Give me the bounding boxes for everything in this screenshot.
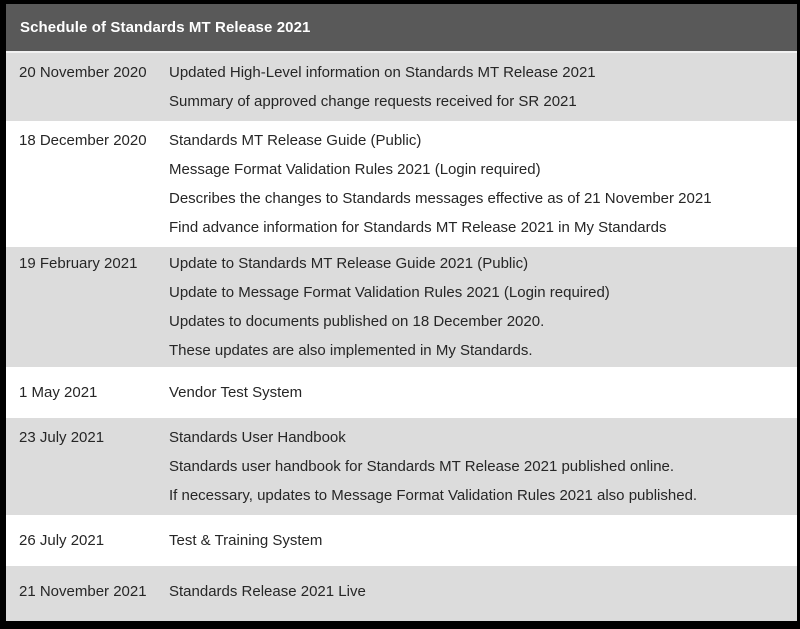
row-description (169, 249, 797, 365)
description-line: Test & Training System (169, 532, 323, 549)
table-row (6, 367, 797, 418)
row-date: 20 November 2020 (19, 64, 147, 81)
description-line: Find advance information for Standards MT Release 2021 in My Standards (169, 219, 667, 236)
description-line: Message Format Validation Rules 2021 (Login required) (169, 161, 541, 178)
description-line: Updated High-Level information on Standards MT Release 2021 (169, 64, 596, 81)
row-date: 26 July 2021 (19, 532, 105, 549)
table-row (6, 53, 797, 121)
row-description (169, 126, 797, 242)
description-line: Summary of approved change requests received for SR 2021 (169, 93, 577, 110)
description-line: Standards user handbook for Standards MT Release 2021 published online. (169, 458, 675, 475)
description-line: Standards MT Release Guide (Public) (169, 132, 422, 149)
row-date: 18 December 2020 (19, 132, 147, 149)
table-row (6, 566, 797, 621)
row-description (169, 58, 797, 116)
table-title: Schedule of Standards MT Release 2021 (20, 19, 311, 36)
row-date: 23 July 2021 (19, 429, 105, 446)
table-row (6, 247, 797, 367)
row-description (169, 526, 797, 555)
description-line: Updates to documents published on 18 December 2020. (169, 313, 545, 330)
description-line: Update to Standards MT Release Guide 2021 (Public) (169, 255, 529, 272)
table-row (6, 121, 797, 247)
row-date: 19 February 2021 (19, 255, 138, 272)
table-row (6, 515, 797, 566)
description-line: These updates are also implemented in My Standards. (169, 342, 533, 359)
description-line: Standards Release 2021 Live (169, 583, 366, 600)
row-date: 21 November 2021 (19, 583, 147, 600)
row-description (169, 577, 797, 606)
description-line: Describes the changes to Standards messages effective as of 21 November 2021 (169, 190, 712, 207)
description-line: Standards User Handbook (169, 429, 346, 446)
table-header-bar (6, 4, 797, 51)
table-row (6, 418, 797, 515)
row-date: 1 May 2021 (19, 384, 98, 401)
row-description (169, 378, 797, 407)
row-description (169, 423, 797, 510)
description-line: Update to Message Format Validation Rules 2021 (Login required) (169, 284, 610, 301)
description-line: Vendor Test System (169, 384, 303, 401)
description-line: If necessary, updates to Message Format Validation Rules 2021 also published. (169, 487, 698, 504)
